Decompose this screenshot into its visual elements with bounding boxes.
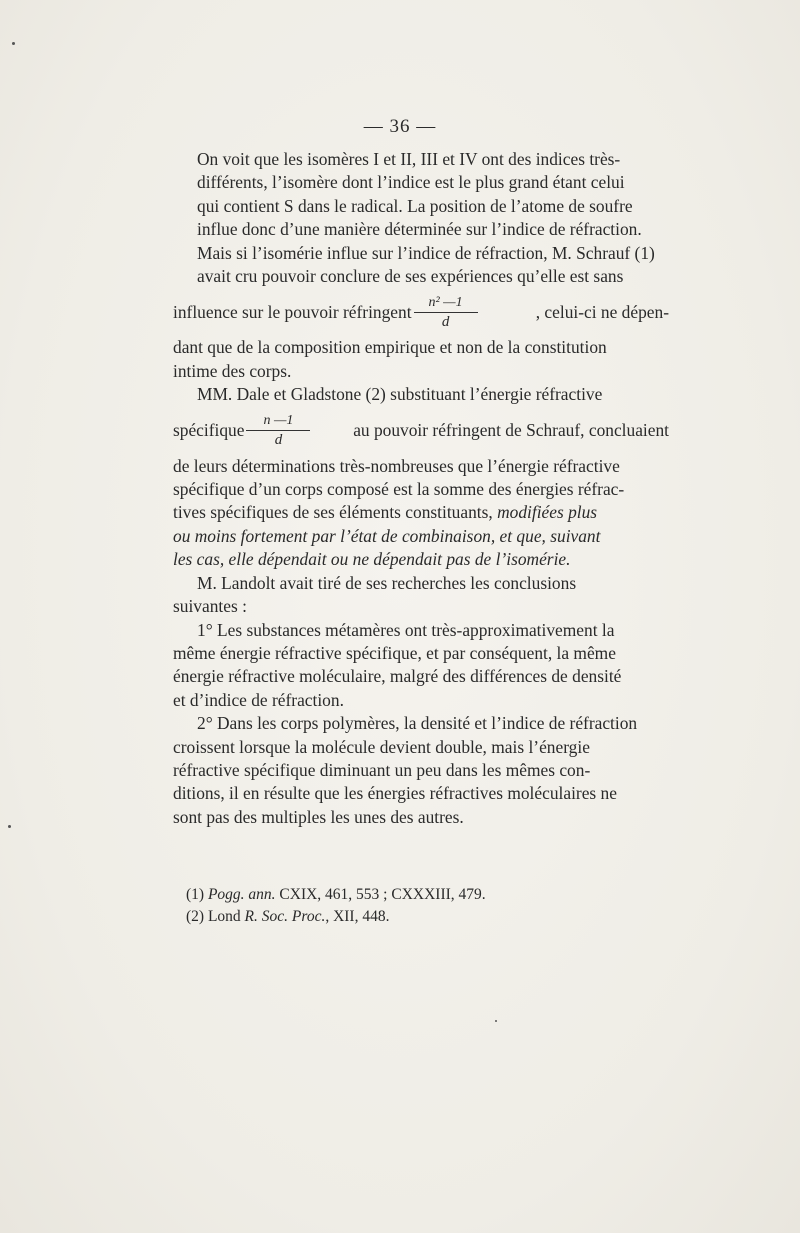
paragraph-conclusion-1 (173, 619, 669, 642)
paragraph-conclusion-2 (173, 712, 669, 735)
text-line: Mais si l’isomérie influe sur l’indice de réfraction, M. Schrauf (1) (197, 242, 655, 263)
footnote-source-italic: Pogg. ann. (207, 886, 276, 903)
text-line: avait cru pouvoir conclure de ses expériences qu’elle est sans (197, 266, 624, 287)
formula-line-schrauf (173, 288, 669, 336)
paragraph-schrauf (173, 242, 669, 289)
text-line: de leurs déterminations très-nombreuses que l’énergie réfractive (173, 455, 620, 476)
formula-line-dale (173, 407, 669, 455)
specific-energy-fraction (246, 413, 310, 448)
fraction-denominator: d (274, 432, 283, 449)
paragraph-isomers (173, 148, 669, 242)
text-line: On voit que les isomères I et II, III et IV ont des indices très- (197, 149, 621, 169)
paragraph-conclusion-1-tail (173, 642, 669, 712)
paper-speck (12, 42, 15, 45)
formula-prefix: influence sur le pouvoir réfringent (173, 301, 412, 322)
footnote-reference: CXIX, 461, 553 ; CXXXIII, 479. (275, 886, 486, 903)
paragraph-schrauf-tail (173, 336, 669, 383)
text-line: croissent lorsque la molécule devient double, mais l’énergie (173, 736, 590, 757)
text-line: M. Landolt avait tiré de ses recherches les conclusions (197, 572, 577, 593)
footnote-source-italic: R. Soc. Proc. (244, 908, 326, 925)
page-number: — 36 — (363, 116, 437, 137)
text-line: suivantes : (173, 596, 247, 617)
footnote-reference: , XII, 448. (325, 908, 390, 925)
text-line: influe donc d’une manière déterminée sur l’indice de réfraction. (197, 219, 642, 240)
text-line: spécifique d’un corps composé est la somme des énergies réfrac- (173, 479, 625, 500)
paragraph-dale-gladstone (173, 383, 669, 406)
text-line: qui contient S dans le radical. La position de l’atome de soufre (197, 195, 633, 216)
paper-speck (8, 825, 11, 828)
footnote-number: (1) (186, 886, 205, 903)
text-line-mixed (173, 501, 669, 524)
italic-fragment: modifiées plus (497, 502, 598, 523)
paragraph-dale-tail (173, 455, 669, 572)
paragraph-landolt-tail (173, 595, 669, 618)
footnote-source-plain: Lond (207, 908, 245, 925)
text-line: intime des corps. (173, 360, 292, 381)
fraction-bar (246, 430, 310, 431)
text-line: MM. Dale et Gladstone (2) substituant l’énergie réfractive (197, 384, 603, 405)
body-text (173, 148, 669, 829)
text-line-italic: ou moins fortement par l’état de combinaison, et que, suivant (173, 525, 601, 546)
fraction-numerator: n² —1 (428, 294, 463, 310)
footnotes (186, 884, 486, 928)
text-line: ditions, il en résulte que les énergies réfractives moléculaires ne (173, 783, 617, 804)
footnote-number: (2) (186, 908, 205, 925)
footnote-2 (186, 906, 486, 928)
formula-suffix: au pouvoir réfringent de Schrauf, concluaient (353, 419, 669, 440)
text-line: dant que de la composition empirique et non de la constitution (173, 337, 607, 358)
text-line: 1° Les substances métamères ont très-approximativement la (197, 619, 615, 640)
text-line: énergie réfractive moléculaire, malgré des différences de densité (173, 666, 622, 687)
fraction-denominator: d (441, 313, 450, 330)
text-line: même énergie réfractive spécifique, et par conséquent, la même (173, 642, 616, 663)
paragraph-landolt (173, 572, 669, 595)
text-line-italic: les cas, elle dépendait ou ne dépendait pas de l’isomérie. (173, 549, 571, 570)
text-line: sont pas des multiples les unes des autres. (173, 806, 464, 827)
footnote-1 (186, 884, 486, 906)
paper-speck (495, 1020, 497, 1022)
formula-suffix: , celui-ci ne dépen- (535, 301, 669, 322)
plain-fragment: tives spécifiques de ses éléments constituants, (173, 502, 498, 523)
refractive-power-fraction (414, 295, 478, 330)
formula-prefix: spécifique (173, 419, 245, 440)
text-line: réfractive spécifique diminuant un peu dans les mêmes con- (173, 759, 591, 780)
text-line: 2° Dans les corps polymères, la densité et l’indice de réfraction (197, 713, 638, 734)
text-line: différents, l’isomère dont l’indice est le plus grand étant celui (197, 172, 625, 193)
fraction-bar (414, 312, 478, 313)
fraction-numerator: n —1 (263, 413, 294, 429)
paragraph-conclusion-2-tail (173, 736, 669, 830)
text-line: et d’indice de réfraction. (173, 689, 344, 710)
